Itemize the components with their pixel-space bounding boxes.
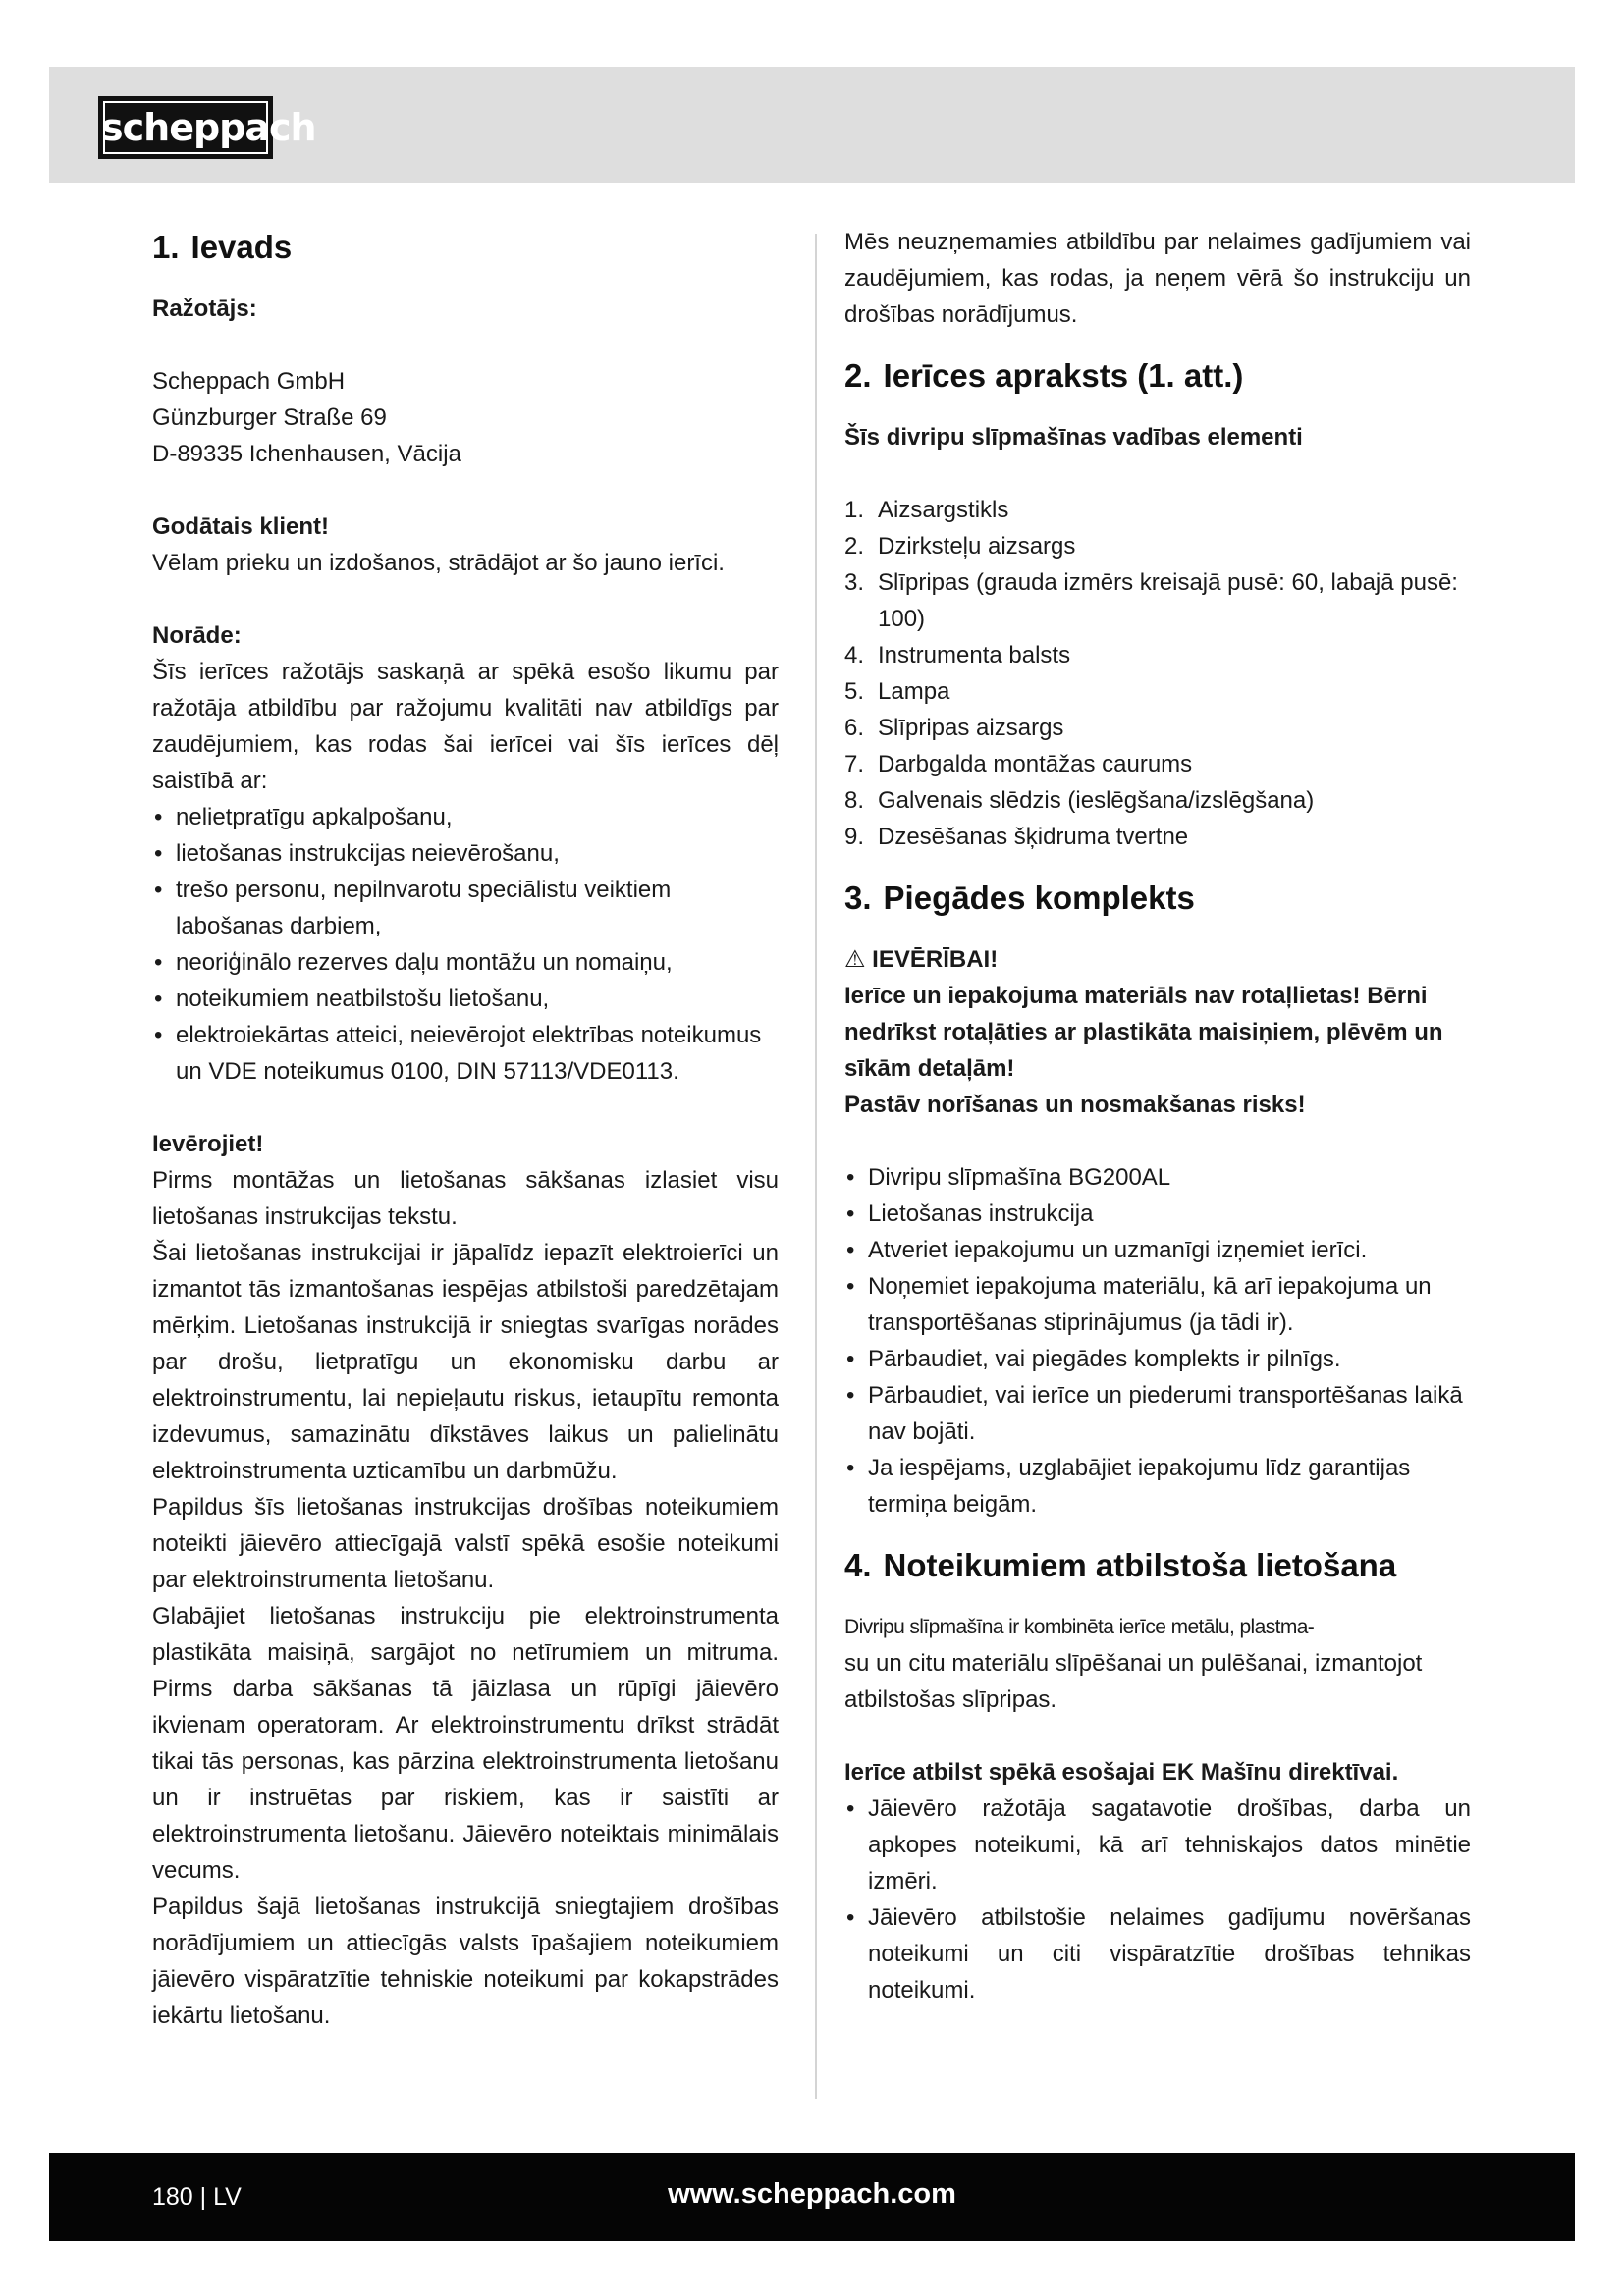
greeting-text: Vēlam prieku un izdošanos, strādājot ar šo jauno ierīci. [152,550,725,576]
column-divider [815,234,817,2099]
scheppach-logo: scheppach [98,96,273,159]
address-line: D-89335 Ichenhausen, Vācija [152,441,461,467]
delivery-list [844,1159,1471,1522]
page-number: 180 | LV [152,2183,242,2211]
list-item: • Atveriet iepakojumu un uzmanīgi izņemiet ierīci. [844,1232,1471,1268]
section-3-heading: 3. Piegādes komplekts [844,880,1195,916]
right-column [844,224,1471,2008]
list-item: 3. Slīpripas (grauda izmērs kreisajā pusē: 60, labajā pusē: 100) [844,569,1458,632]
controls-title: Šīs divripu slīpmašīnas vadības elementi [844,424,1303,451]
list-item: 2. Dzirksteļu aizsargs [844,533,1076,560]
directive-list [844,1790,1471,2008]
list-item: • Jāievēro ražotāja sagatavotie drošības, darba un apkopes noteikumi, kā arī tehniskajos datos minētie izmēri. [844,1790,1471,1899]
list-item: • elektroiekārtas atteici, neievērojot elektrības noteikumus un VDE noteikumus 0100, DIN 57113/VDE0113. [152,1017,779,1090]
liability-text: Mēs neuzņemamies atbildību par nelaimes gadījumiem vai zaudējumiem, kas rodas, ja neņem vērā šo instrukciju un drošības norādījumus. [844,229,1471,328]
list-item: • Pārbaudiet, vai piegādes komplekts ir pilnīgs. [844,1341,1471,1377]
list-item: • trešo personu, nepilnvarotu speciālistu veiktiem labošanas darbiem, [152,872,779,944]
list-item: • lietošanas instrukcijas neievērošanu, [152,835,779,872]
list-item: • noteikumiem neatbilstošu lietošanu, [152,981,779,1017]
section-2-heading: 2. Ierīces apraksts (1. att.) [844,357,1244,394]
footer-band [49,2153,1575,2241]
note-text: Šīs ierīces ražotājs saskaņā ar spēkā esošo likumu par ražotāja atbildību par ražojumu kvalitāti nav atbildīgs par zaudējumiem, kas rodas šai ierīcei vai šīs ierīces dēļ saistībā ar: [152,659,779,794]
list-item: • Pārbaudiet, vai ierīce un piederumi transportēšanas laikā nav bojāti. [844,1377,1471,1450]
list-item: • Jāievēro atbilstošie nelaimes gadījumu novēršanas noteikumi un citi vispāratzītie drošības tehnikas noteikumi. [844,1899,1471,2008]
address-line: Günzburger Straße 69 [152,404,387,431]
address-line: Scheppach GmbH [152,368,346,395]
list-item: • Lietošanas instrukcija [844,1196,1471,1232]
list-item: 4. Instrumenta balsts [844,642,1071,668]
list-item: 9. Dzesēšanas šķidruma tvertne [844,824,1189,850]
section-1-heading: 1. Ievads [152,229,293,265]
observe-paragraph: Glabājiet lietošanas instrukciju pie elektroinstrumenta plastikāta maisiņā, sargājot no netīrumiem un mitruma. Pirms darba sākšanas tā jāizlasa un rūpīgi jāievēro ikvienam operatoram. Ar elektroinstrumentu drīkst strādāt tikai tās personas, kas pārzina elektroinstrumenta lietošanu un ir instruētas par riskiem, kas ir saistīti ar elektroinstrumenta lietošanu. Jāievēro noteiktais minimālais vecums. [152,1603,779,1884]
manufacturer-label: Ražotājs: [152,295,257,322]
observe-title: Ievērojiet! [152,1131,264,1157]
note-title: Norāde: [152,622,242,649]
observe-paragraph: Papildus šīs lietošanas instrukcijas drošības noteikumiem noteikti jāievēro attiecīgajā valstī spēkā esošie noteikumi par elektroinstrumenta lietošanu. [152,1494,779,1593]
observe-paragraph: Papildus šajā lietošanas instrukcijā sniegtajiem drošības norādījumiem un attiecīgās valsts īpašajiem noteikumiem jāievēro vispāratzītie tehniskie noteikumi par kokapstrādes iekārtu lietošanu. [152,1894,779,2029]
usage-line: su un citu materiālu slīpēšanai un pulēšanai, izmantojot atbilstošas slīpripas. [844,1650,1423,1713]
list-item: 1. Aizsargstikls [844,497,1009,523]
warning-line: Ierīce un iepakojuma materiāls nav rotaļlietas! Bērni nedrīkst rotaļāties ar plastikāta maisiņiem, plēvēm un sīkām detaļām! [844,983,1443,1082]
list-item: • neoriģinālo rezerves daļu montāžu un nomaiņu, [152,944,779,981]
list-item: • Ja iespējams, uzglabājiet iepakojumu līdz garantijas termiņa beigām. [844,1450,1471,1522]
warning-line: Pastāv norīšanas un nosmakšanas risks! [844,1092,1306,1118]
list-item: 5. Lampa [844,678,950,705]
left-column [152,224,779,2034]
warning-title: ⚠ IEVĒRĪBAI! [844,946,999,973]
list-item: 7. Darbgalda montāžas caurums [844,751,1193,777]
note-list [152,799,779,1090]
section-4-heading: 4. Noteikumiem atbilstoša lietošana [844,1547,1397,1583]
controls-list [844,492,1471,855]
observe-paragraph: Šai lietošanas instrukcijai ir jāpalīdz iepazīt elektroierīci un izmantot tās izmantošanas iespējas atbilstoši paredzētajam mērķim. Lietošanas instrukcijā ir sniegtas svarīgas norādes par drošu, lietpratīgu un ekonomisku darbu ar elektroinstrumentu, lai nepieļautu riskus, ietaupītu remonta izdevumus, samazinātu dīkstāves laikus un palielinātu elektroinstrumenta uzticamību un darbmūžu. [152,1240,779,1484]
website-link[interactable]: www.scheppach.com [668,2178,956,2210]
usage-line: Divripu slīpmašīna ir kombinēta ierīce metālu, plastma- [844,1616,1315,1638]
directive-title: Ierīce atbilst spēkā esošajai EK Mašīnu direktīvai. [844,1759,1399,1786]
list-item: 8. Galvenais slēdzis (ieslēgšana/izslēgšana) [844,787,1315,814]
list-item: • nelietpratīgu apkalpošanu, [152,799,779,835]
list-item: 6. Slīpripas aizsargs [844,715,1064,741]
greeting-title: Godātais klient! [152,513,330,540]
list-item: • Noņemiet iepakojuma materiālu, kā arī iepakojuma un transportēšanas stiprinājumus (ja tādi ir). [844,1268,1471,1341]
observe-paragraph: Pirms montāžas un lietošanas sākšanas izlasiet visu lietošanas instrukcijas tekstu. [152,1167,779,1230]
list-item: • Divripu slīpmašīna BG200AL [844,1159,1471,1196]
